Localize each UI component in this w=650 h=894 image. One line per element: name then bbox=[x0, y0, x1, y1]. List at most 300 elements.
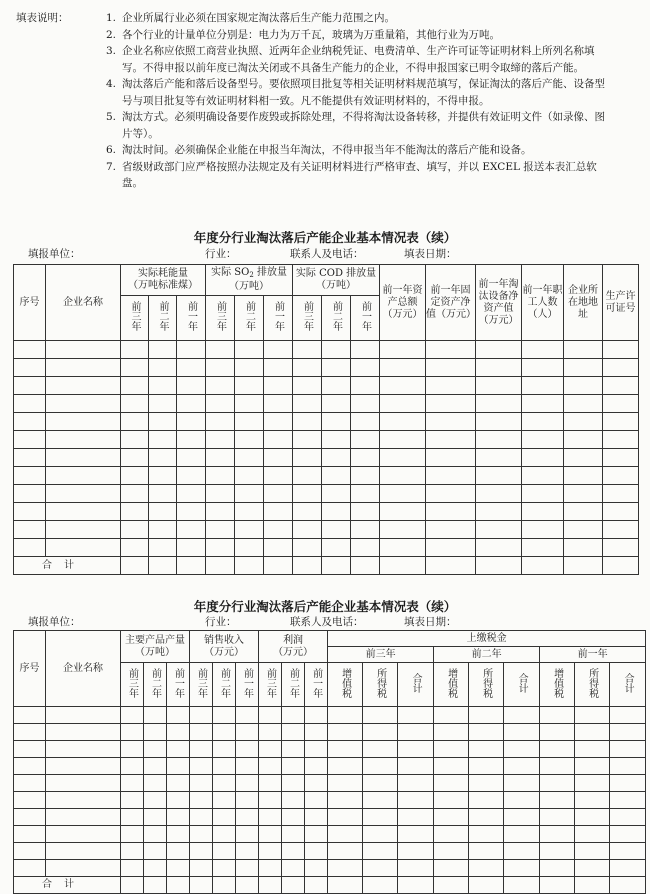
data-cell[interactable] bbox=[504, 860, 540, 877]
data-cell[interactable] bbox=[121, 792, 144, 809]
data-cell[interactable] bbox=[149, 359, 177, 377]
data-cell[interactable] bbox=[380, 431, 426, 449]
data-cell[interactable] bbox=[46, 741, 121, 758]
data-cell[interactable] bbox=[603, 467, 639, 485]
data-cell[interactable] bbox=[603, 377, 639, 395]
data-cell[interactable] bbox=[213, 707, 236, 724]
data-cell[interactable] bbox=[398, 741, 434, 758]
data-cell[interactable] bbox=[149, 341, 177, 359]
data-cell[interactable] bbox=[190, 809, 213, 826]
data-cell[interactable] bbox=[264, 503, 293, 521]
data-cell[interactable] bbox=[259, 843, 282, 860]
data-cell[interactable] bbox=[522, 467, 564, 485]
data-cell[interactable] bbox=[305, 741, 328, 758]
data-cell[interactable] bbox=[264, 395, 293, 413]
data-cell[interactable] bbox=[305, 724, 328, 741]
data-cell[interactable] bbox=[14, 395, 46, 413]
data-cell[interactable] bbox=[46, 809, 121, 826]
data-cell[interactable] bbox=[322, 413, 351, 431]
data-cell[interactable] bbox=[610, 860, 646, 877]
data-cell[interactable] bbox=[236, 741, 259, 758]
data-cell[interactable] bbox=[14, 758, 46, 775]
total-cell[interactable] bbox=[213, 877, 236, 894]
data-cell[interactable] bbox=[121, 503, 149, 521]
data-cell[interactable] bbox=[564, 431, 603, 449]
data-cell[interactable] bbox=[121, 413, 149, 431]
data-cell[interactable] bbox=[177, 467, 206, 485]
data-cell[interactable] bbox=[190, 707, 213, 724]
data-cell[interactable] bbox=[434, 775, 469, 792]
data-cell[interactable] bbox=[213, 792, 236, 809]
data-cell[interactable] bbox=[476, 377, 522, 395]
data-cell[interactable] bbox=[293, 467, 322, 485]
data-cell[interactable] bbox=[351, 521, 380, 539]
data-cell[interactable] bbox=[149, 467, 177, 485]
data-cell[interactable] bbox=[206, 395, 235, 413]
data-cell[interactable] bbox=[264, 413, 293, 431]
data-cell[interactable] bbox=[149, 377, 177, 395]
data-cell[interactable] bbox=[235, 539, 264, 557]
data-cell[interactable] bbox=[121, 449, 149, 467]
data-cell[interactable] bbox=[46, 449, 121, 467]
data-cell[interactable] bbox=[236, 724, 259, 741]
data-cell[interactable] bbox=[206, 377, 235, 395]
total-cell[interactable] bbox=[426, 557, 476, 575]
data-cell[interactable] bbox=[121, 341, 149, 359]
data-cell[interactable] bbox=[322, 449, 351, 467]
data-cell[interactable] bbox=[14, 503, 46, 521]
data-cell[interactable] bbox=[328, 826, 363, 843]
data-cell[interactable] bbox=[144, 758, 167, 775]
data-cell[interactable] bbox=[540, 826, 575, 843]
data-cell[interactable] bbox=[322, 503, 351, 521]
data-cell[interactable] bbox=[282, 826, 305, 843]
data-cell[interactable] bbox=[575, 843, 610, 860]
data-cell[interactable] bbox=[167, 775, 190, 792]
data-cell[interactable] bbox=[603, 395, 639, 413]
total-cell[interactable] bbox=[328, 877, 363, 894]
data-cell[interactable] bbox=[603, 449, 639, 467]
data-cell[interactable] bbox=[328, 724, 363, 741]
data-cell[interactable] bbox=[469, 775, 504, 792]
data-cell[interactable] bbox=[305, 775, 328, 792]
data-cell[interactable] bbox=[46, 724, 121, 741]
data-cell[interactable] bbox=[259, 792, 282, 809]
total-cell[interactable] bbox=[610, 877, 646, 894]
data-cell[interactable] bbox=[398, 775, 434, 792]
data-cell[interactable] bbox=[426, 431, 476, 449]
data-cell[interactable] bbox=[522, 395, 564, 413]
data-cell[interactable] bbox=[603, 503, 639, 521]
data-cell[interactable] bbox=[144, 809, 167, 826]
data-cell[interactable] bbox=[434, 707, 469, 724]
data-cell[interactable] bbox=[398, 707, 434, 724]
data-cell[interactable] bbox=[264, 521, 293, 539]
data-cell[interactable] bbox=[575, 826, 610, 843]
data-cell[interactable] bbox=[213, 843, 236, 860]
data-cell[interactable] bbox=[426, 467, 476, 485]
data-cell[interactable] bbox=[206, 449, 235, 467]
data-cell[interactable] bbox=[144, 724, 167, 741]
data-cell[interactable] bbox=[144, 741, 167, 758]
data-cell[interactable] bbox=[259, 741, 282, 758]
data-cell[interactable] bbox=[328, 860, 363, 877]
data-cell[interactable] bbox=[235, 413, 264, 431]
data-cell[interactable] bbox=[236, 758, 259, 775]
data-cell[interactable] bbox=[305, 792, 328, 809]
data-cell[interactable] bbox=[149, 485, 177, 503]
data-cell[interactable] bbox=[121, 359, 149, 377]
data-cell[interactable] bbox=[264, 377, 293, 395]
data-cell[interactable] bbox=[351, 539, 380, 557]
data-cell[interactable] bbox=[149, 395, 177, 413]
data-cell[interactable] bbox=[380, 521, 426, 539]
data-cell[interactable] bbox=[46, 503, 121, 521]
data-cell[interactable] bbox=[46, 758, 121, 775]
data-cell[interactable] bbox=[14, 341, 46, 359]
data-cell[interactable] bbox=[14, 741, 46, 758]
data-cell[interactable] bbox=[522, 359, 564, 377]
data-cell[interactable] bbox=[322, 377, 351, 395]
data-cell[interactable] bbox=[177, 503, 206, 521]
data-cell[interactable] bbox=[235, 485, 264, 503]
data-cell[interactable] bbox=[121, 724, 144, 741]
data-cell[interactable] bbox=[282, 724, 305, 741]
data-cell[interactable] bbox=[293, 395, 322, 413]
data-cell[interactable] bbox=[504, 758, 540, 775]
data-cell[interactable] bbox=[504, 843, 540, 860]
data-cell[interactable] bbox=[14, 377, 46, 395]
data-cell[interactable] bbox=[504, 775, 540, 792]
data-cell[interactable] bbox=[264, 359, 293, 377]
data-cell[interactable] bbox=[564, 395, 603, 413]
data-cell[interactable] bbox=[167, 707, 190, 724]
data-cell[interactable] bbox=[603, 431, 639, 449]
data-cell[interactable] bbox=[351, 413, 380, 431]
data-cell[interactable] bbox=[167, 758, 190, 775]
data-cell[interactable] bbox=[610, 775, 646, 792]
data-cell[interactable] bbox=[504, 724, 540, 741]
data-cell[interactable] bbox=[264, 341, 293, 359]
data-cell[interactable] bbox=[264, 431, 293, 449]
data-cell[interactable] bbox=[206, 521, 235, 539]
total-cell[interactable] bbox=[264, 557, 293, 575]
data-cell[interactable] bbox=[504, 707, 540, 724]
data-cell[interactable] bbox=[293, 449, 322, 467]
total-cell[interactable] bbox=[177, 557, 206, 575]
data-cell[interactable] bbox=[190, 775, 213, 792]
data-cell[interactable] bbox=[177, 341, 206, 359]
data-cell[interactable] bbox=[46, 377, 121, 395]
data-cell[interactable] bbox=[14, 724, 46, 741]
data-cell[interactable] bbox=[293, 485, 322, 503]
data-cell[interactable] bbox=[259, 826, 282, 843]
data-cell[interactable] bbox=[190, 724, 213, 741]
data-cell[interactable] bbox=[14, 539, 46, 557]
data-cell[interactable] bbox=[426, 377, 476, 395]
data-cell[interactable] bbox=[235, 467, 264, 485]
data-cell[interactable] bbox=[177, 359, 206, 377]
data-cell[interactable] bbox=[322, 521, 351, 539]
data-cell[interactable] bbox=[293, 359, 322, 377]
data-cell[interactable] bbox=[206, 485, 235, 503]
data-cell[interactable] bbox=[322, 341, 351, 359]
data-cell[interactable] bbox=[213, 775, 236, 792]
data-cell[interactable] bbox=[236, 860, 259, 877]
data-cell[interactable] bbox=[380, 377, 426, 395]
data-cell[interactable] bbox=[575, 792, 610, 809]
data-cell[interactable] bbox=[476, 503, 522, 521]
data-cell[interactable] bbox=[46, 775, 121, 792]
data-cell[interactable] bbox=[235, 377, 264, 395]
data-cell[interactable] bbox=[259, 758, 282, 775]
data-cell[interactable] bbox=[121, 707, 144, 724]
data-cell[interactable] bbox=[206, 359, 235, 377]
data-cell[interactable] bbox=[46, 485, 121, 503]
data-cell[interactable] bbox=[610, 741, 646, 758]
data-cell[interactable] bbox=[121, 741, 144, 758]
data-cell[interactable] bbox=[305, 843, 328, 860]
total-cell[interactable] bbox=[469, 877, 504, 894]
data-cell[interactable] bbox=[121, 377, 149, 395]
data-cell[interactable] bbox=[14, 449, 46, 467]
data-cell[interactable] bbox=[398, 860, 434, 877]
data-cell[interactable] bbox=[121, 758, 144, 775]
data-cell[interactable] bbox=[206, 467, 235, 485]
data-cell[interactable] bbox=[363, 775, 398, 792]
data-cell[interactable] bbox=[282, 707, 305, 724]
data-cell[interactable] bbox=[434, 724, 469, 741]
data-cell[interactable] bbox=[328, 809, 363, 826]
data-cell[interactable] bbox=[149, 503, 177, 521]
data-cell[interactable] bbox=[564, 413, 603, 431]
data-cell[interactable] bbox=[504, 792, 540, 809]
data-cell[interactable] bbox=[575, 775, 610, 792]
data-cell[interactable] bbox=[603, 341, 639, 359]
data-cell[interactable] bbox=[610, 707, 646, 724]
data-cell[interactable] bbox=[14, 431, 46, 449]
data-cell[interactable] bbox=[121, 431, 149, 449]
data-cell[interactable] bbox=[351, 467, 380, 485]
data-cell[interactable] bbox=[434, 741, 469, 758]
data-cell[interactable] bbox=[264, 539, 293, 557]
data-cell[interactable] bbox=[363, 741, 398, 758]
data-cell[interactable] bbox=[351, 395, 380, 413]
data-cell[interactable] bbox=[305, 860, 328, 877]
data-cell[interactable] bbox=[46, 792, 121, 809]
data-cell[interactable] bbox=[351, 485, 380, 503]
data-cell[interactable] bbox=[46, 413, 121, 431]
data-cell[interactable] bbox=[149, 521, 177, 539]
data-cell[interactable] bbox=[144, 707, 167, 724]
data-cell[interactable] bbox=[282, 809, 305, 826]
data-cell[interactable] bbox=[351, 341, 380, 359]
data-cell[interactable] bbox=[380, 341, 426, 359]
data-cell[interactable] bbox=[235, 521, 264, 539]
data-cell[interactable] bbox=[363, 758, 398, 775]
data-cell[interactable] bbox=[476, 449, 522, 467]
data-cell[interactable] bbox=[476, 485, 522, 503]
data-cell[interactable] bbox=[293, 503, 322, 521]
data-cell[interactable] bbox=[293, 539, 322, 557]
data-cell[interactable] bbox=[426, 341, 476, 359]
data-cell[interactable] bbox=[575, 741, 610, 758]
data-cell[interactable] bbox=[305, 707, 328, 724]
data-cell[interactable] bbox=[426, 521, 476, 539]
data-cell[interactable] bbox=[121, 860, 144, 877]
data-cell[interactable] bbox=[190, 860, 213, 877]
data-cell[interactable] bbox=[46, 843, 121, 860]
data-cell[interactable] bbox=[305, 826, 328, 843]
data-cell[interactable] bbox=[305, 809, 328, 826]
data-cell[interactable] bbox=[236, 707, 259, 724]
data-cell[interactable] bbox=[469, 741, 504, 758]
data-cell[interactable] bbox=[167, 809, 190, 826]
data-cell[interactable] bbox=[398, 843, 434, 860]
data-cell[interactable] bbox=[540, 741, 575, 758]
data-cell[interactable] bbox=[540, 792, 575, 809]
data-cell[interactable] bbox=[144, 775, 167, 792]
data-cell[interactable] bbox=[575, 758, 610, 775]
data-cell[interactable] bbox=[380, 467, 426, 485]
data-cell[interactable] bbox=[469, 860, 504, 877]
data-cell[interactable] bbox=[540, 758, 575, 775]
total-cell[interactable] bbox=[398, 877, 434, 894]
data-cell[interactable] bbox=[167, 724, 190, 741]
data-cell[interactable] bbox=[610, 758, 646, 775]
data-cell[interactable] bbox=[121, 843, 144, 860]
total-cell[interactable] bbox=[190, 877, 213, 894]
total-cell[interactable] bbox=[564, 557, 603, 575]
data-cell[interactable] bbox=[177, 431, 206, 449]
data-cell[interactable] bbox=[149, 413, 177, 431]
data-cell[interactable] bbox=[177, 395, 206, 413]
total-cell[interactable] bbox=[235, 557, 264, 575]
data-cell[interactable] bbox=[540, 843, 575, 860]
data-cell[interactable] bbox=[121, 775, 144, 792]
data-cell[interactable] bbox=[213, 809, 236, 826]
data-cell[interactable] bbox=[235, 359, 264, 377]
data-cell[interactable] bbox=[46, 707, 121, 724]
data-cell[interactable] bbox=[144, 860, 167, 877]
data-cell[interactable] bbox=[167, 843, 190, 860]
data-cell[interactable] bbox=[476, 521, 522, 539]
data-cell[interactable] bbox=[522, 449, 564, 467]
data-cell[interactable] bbox=[46, 467, 121, 485]
data-cell[interactable] bbox=[476, 467, 522, 485]
data-cell[interactable] bbox=[575, 707, 610, 724]
data-cell[interactable] bbox=[322, 539, 351, 557]
data-cell[interactable] bbox=[434, 826, 469, 843]
data-cell[interactable] bbox=[14, 521, 46, 539]
data-cell[interactable] bbox=[504, 741, 540, 758]
data-cell[interactable] bbox=[259, 724, 282, 741]
data-cell[interactable] bbox=[177, 413, 206, 431]
total-cell[interactable] bbox=[305, 877, 328, 894]
data-cell[interactable] bbox=[398, 792, 434, 809]
data-cell[interactable] bbox=[564, 449, 603, 467]
total-cell[interactable] bbox=[504, 877, 540, 894]
data-cell[interactable] bbox=[380, 395, 426, 413]
data-cell[interactable] bbox=[213, 826, 236, 843]
data-cell[interactable] bbox=[46, 395, 121, 413]
data-cell[interactable] bbox=[469, 792, 504, 809]
data-cell[interactable] bbox=[426, 485, 476, 503]
data-cell[interactable] bbox=[121, 485, 149, 503]
total-cell[interactable] bbox=[363, 877, 398, 894]
data-cell[interactable] bbox=[167, 792, 190, 809]
data-cell[interactable] bbox=[540, 809, 575, 826]
data-cell[interactable] bbox=[610, 724, 646, 741]
data-cell[interactable] bbox=[522, 539, 564, 557]
data-cell[interactable] bbox=[259, 775, 282, 792]
data-cell[interactable] bbox=[380, 449, 426, 467]
data-cell[interactable] bbox=[504, 826, 540, 843]
data-cell[interactable] bbox=[14, 809, 46, 826]
data-cell[interactable] bbox=[328, 758, 363, 775]
total-cell[interactable] bbox=[206, 557, 235, 575]
data-cell[interactable] bbox=[46, 860, 121, 877]
data-cell[interactable] bbox=[380, 359, 426, 377]
data-cell[interactable] bbox=[206, 431, 235, 449]
data-cell[interactable] bbox=[264, 449, 293, 467]
total-cell[interactable] bbox=[144, 877, 167, 894]
data-cell[interactable] bbox=[426, 503, 476, 521]
total-cell[interactable] bbox=[522, 557, 564, 575]
data-cell[interactable] bbox=[469, 809, 504, 826]
data-cell[interactable] bbox=[282, 843, 305, 860]
total-cell[interactable] bbox=[121, 877, 144, 894]
data-cell[interactable] bbox=[190, 758, 213, 775]
data-cell[interactable] bbox=[14, 467, 46, 485]
data-cell[interactable] bbox=[259, 707, 282, 724]
data-cell[interactable] bbox=[363, 792, 398, 809]
data-cell[interactable] bbox=[236, 792, 259, 809]
data-cell[interactable] bbox=[213, 741, 236, 758]
data-cell[interactable] bbox=[603, 521, 639, 539]
data-cell[interactable] bbox=[380, 503, 426, 521]
data-cell[interactable] bbox=[564, 467, 603, 485]
data-cell[interactable] bbox=[177, 485, 206, 503]
data-cell[interactable] bbox=[398, 724, 434, 741]
data-cell[interactable] bbox=[322, 467, 351, 485]
data-cell[interactable] bbox=[610, 826, 646, 843]
data-cell[interactable] bbox=[206, 341, 235, 359]
total-cell[interactable] bbox=[540, 877, 575, 894]
data-cell[interactable] bbox=[235, 341, 264, 359]
data-cell[interactable] bbox=[363, 809, 398, 826]
data-cell[interactable] bbox=[564, 539, 603, 557]
data-cell[interactable] bbox=[351, 377, 380, 395]
data-cell[interactable] bbox=[149, 449, 177, 467]
data-cell[interactable] bbox=[293, 431, 322, 449]
data-cell[interactable] bbox=[603, 413, 639, 431]
data-cell[interactable] bbox=[167, 826, 190, 843]
data-cell[interactable] bbox=[328, 792, 363, 809]
data-cell[interactable] bbox=[14, 707, 46, 724]
data-cell[interactable] bbox=[610, 809, 646, 826]
data-cell[interactable] bbox=[14, 775, 46, 792]
data-cell[interactable] bbox=[121, 467, 149, 485]
total-cell[interactable] bbox=[380, 557, 426, 575]
data-cell[interactable] bbox=[149, 539, 177, 557]
data-cell[interactable] bbox=[177, 377, 206, 395]
data-cell[interactable] bbox=[235, 431, 264, 449]
data-cell[interactable] bbox=[610, 792, 646, 809]
data-cell[interactable] bbox=[522, 431, 564, 449]
data-cell[interactable] bbox=[206, 413, 235, 431]
total-cell[interactable] bbox=[575, 877, 610, 894]
